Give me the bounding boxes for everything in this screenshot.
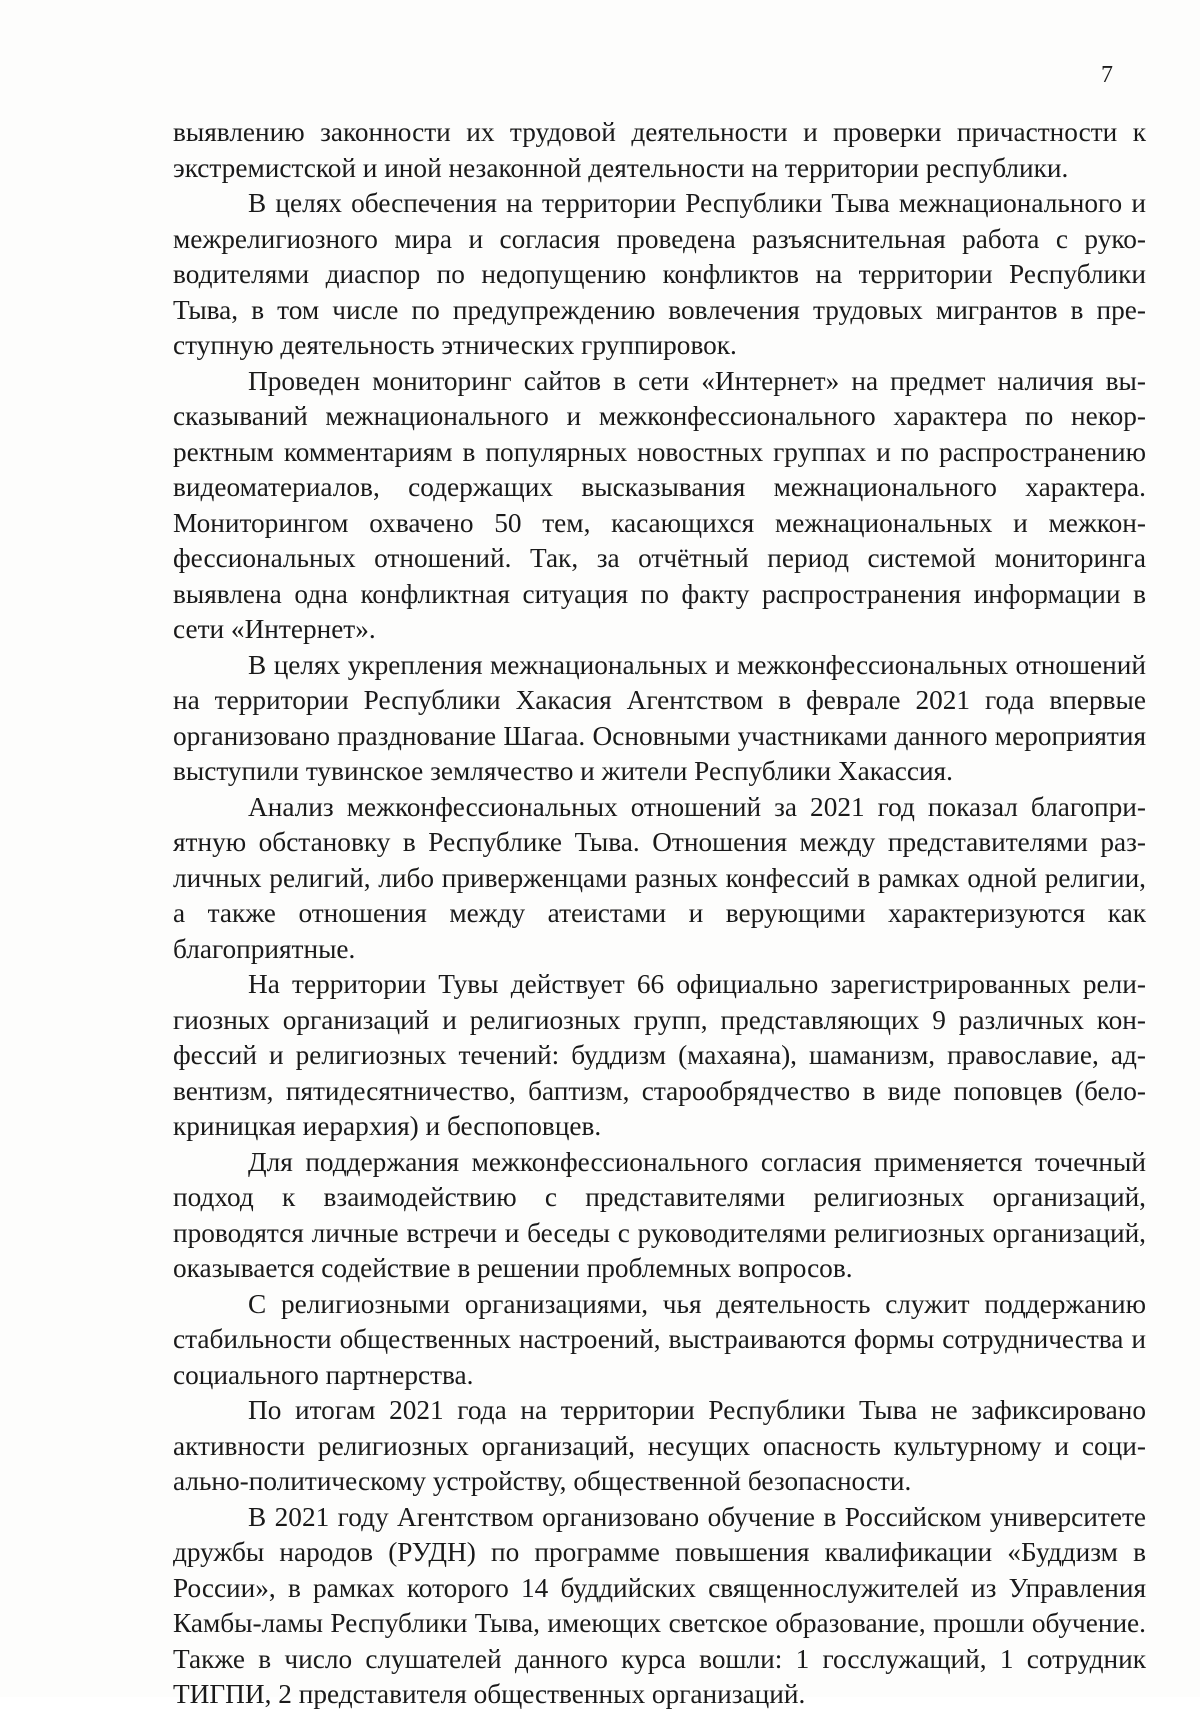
paragraph-1: выявлению законности их трудовой деятельности и проверки причастности к экстремистской и иной незаконной деятельности на территории республики. bbox=[173, 117, 1146, 183]
paragraph-2: В целях обеспечения на территории Республики Тыва межнационального и межрелигиозного мира и согласия проведена разъяснительная работа с руководителями диаспор по недопущению конфликтов на территории Республики Тыва, в том числе по предупреждению вовлечения трудовых мигрантов в преступную деятельность этнических группировок. bbox=[173, 188, 1146, 360]
paragraph-10: В 2021 году Агентством организовано обучение в Российском университете дружбы народов (РУДН) по программе повышения квалификации «Буддизм в России», в рамках которого 14 буддийских священнослужителей из Управления Камбы-ламы Республики Тыва, имеющих светское образование, прошли обучение. Также в число слушателей данного курса вошли: 1 госслужащий, 1 сотрудник ТИГПИ, 2 представителя общественных организаций. bbox=[173, 1501, 1146, 1709]
paragraph-5: Анализ межконфессиональных отношений за 2021 год показал благоприятную обстановку в Республике Тыва. Отношения между представителями различных религий, либо приверженцами разных конфессий в рамках одной религии, а также отношения между атеистами и верующими характеризуются как благоприятные. bbox=[173, 791, 1146, 964]
paragraph-4: В целях укрепления межнациональных и межконфессиональных отношений на территории Республики Хакасия Агентством в феврале 2021 года впервые организовано празднование Шагаа. Основными участниками данного мероприятия выступили тувинское землячество и жители Республики Хакассия. bbox=[173, 649, 1146, 786]
paragraph-8: С религиозными организациями, чья деятельность служит поддержанию стабильности общественных настроений, выстраиваются формы сотрудничества и социального партнерства. bbox=[173, 1288, 1146, 1390]
paragraph-6: На территории Тувы действует 66 официально зарегистрированных религиозных организаций и религиозных групп, представляющих 9 различных конфессий и религиозных течений: буддизм (махаяна), шаманизм, православие, адвентизм, пятидесятничество, баптизм, старообрядчество в виде поповцев (белокриницкая иерархия) и беспоповцев. bbox=[173, 969, 1146, 1141]
paragraph-9: По итогам 2021 года на территории Республики Тыва не зафиксировано активности религиозных организаций, несущих опасность культурному и социально-политическому устройству, общественной безопасности. bbox=[173, 1395, 1146, 1496]
document-body bbox=[173, 115, 1146, 1713]
paragraph-3: Проведен мониторинг сайтов в сети «Интернет» на предмет наличия высказываний межнационального и межконфессионального характера по некорректным комментариям в популярных новостных группах и по распространению видеоматериалов, содержащих высказывания межнационального характера. Мониторингом охвачено 50 тем, касающихся межнациональных и межконфессиональных отношений. Так, за отчётный период системой мониторинга выявлена одна конфликтная ситуация по факту распространения информации в сети «Интернет». bbox=[173, 365, 1146, 644]
paragraph-7: Для поддержания межконфессионального согласия применяется точечный подход к взаимодействию с представителями религиозных организаций, проводятся личные встречи и беседы с руководителями религиозных организаций, оказывается содействие в решении проблемных вопросов. bbox=[173, 1146, 1146, 1283]
page-number: 7 bbox=[1101, 62, 1113, 88]
